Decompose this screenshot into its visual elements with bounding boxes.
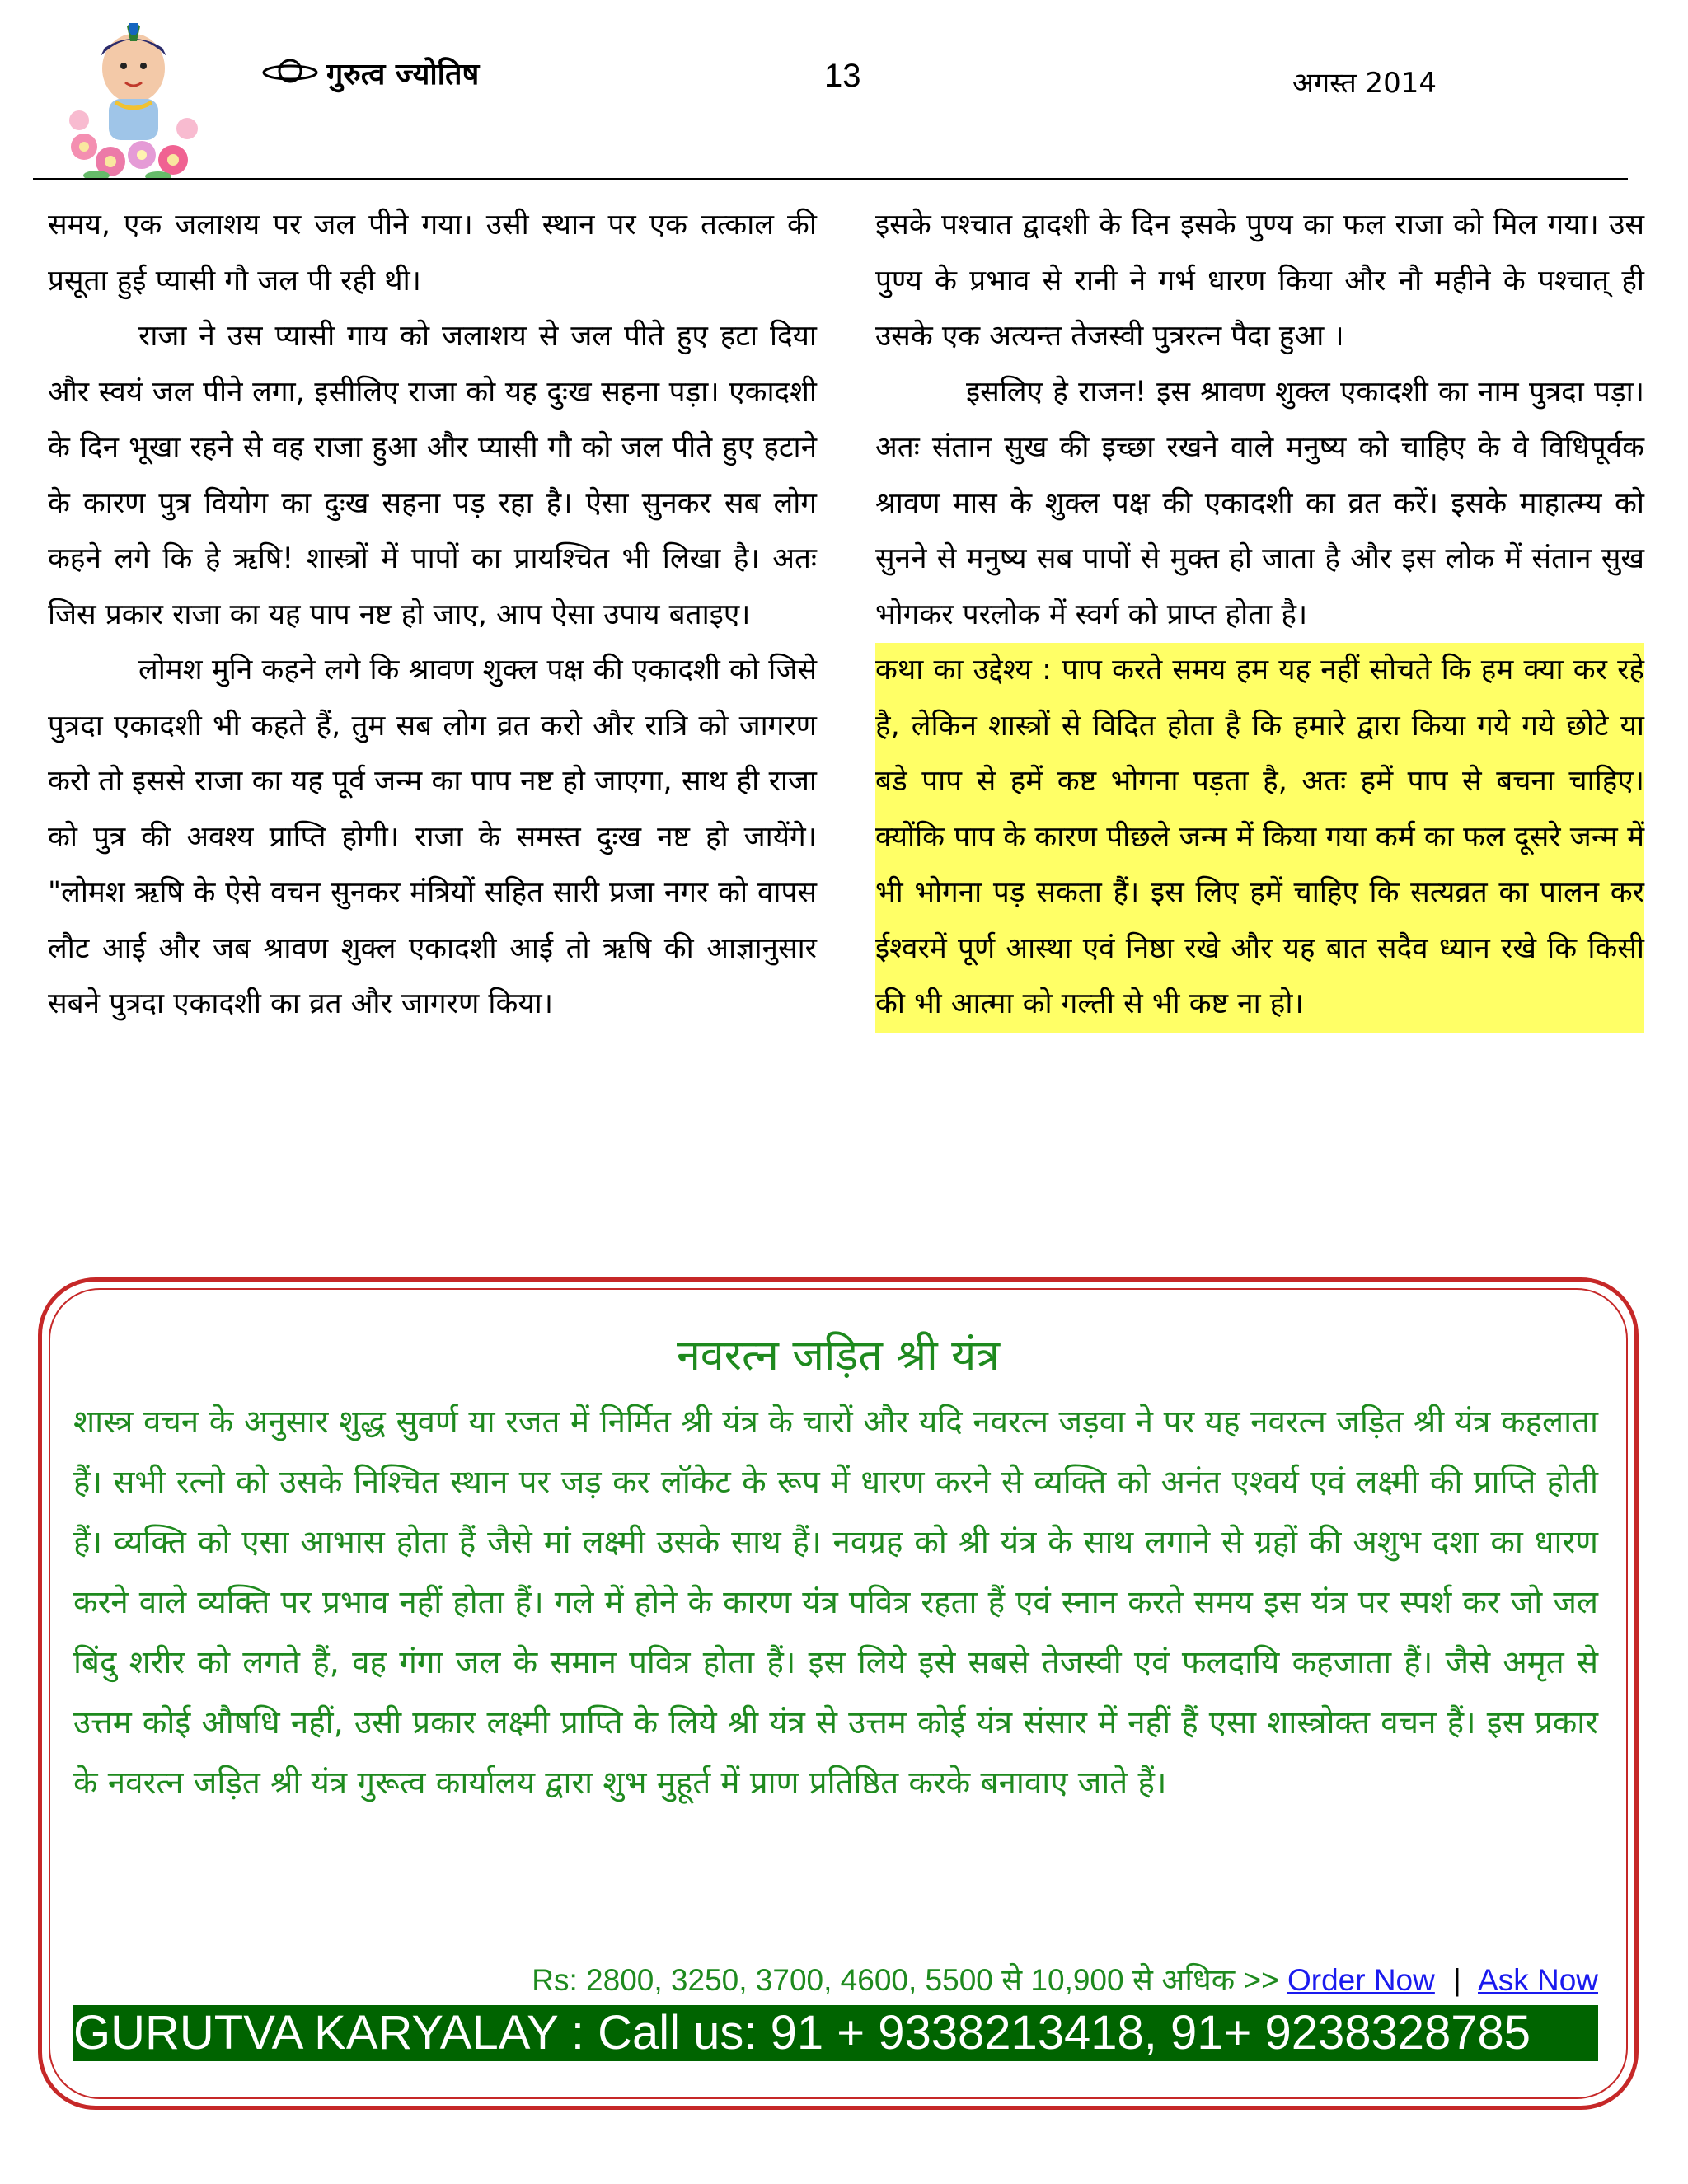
paragraph: समय, एक जलाशय पर जल पीने गया। उसी स्थान पर एक तत्काल की प्रसूता हुई प्यासी गौ जल पी रही थी।: [48, 209, 817, 298]
page-number: 13: [824, 58, 861, 94]
issue-date: अगस्त 2014: [1292, 67, 1437, 100]
paragraph: इसके पश्चात द्वादशी के दिन इसके पुण्य का फल राजा को मिल गया। उस पुण्य के प्रभाव से रानी ने गर्भ धारण किया और नौ महीने के पश्चात् ही उसके एक अत्यन्त तेजस्वी पुत्ररत्न पैदा हुआ ।: [875, 209, 1644, 353]
left-column: [48, 198, 817, 1033]
brand: [262, 48, 479, 97]
promo-paragraph: शास्त्र वचन के अनुसार शुद्ध सुवर्ण या रजत में निर्मित श्री यंत्र के चारों और यदि नवरत्न जड़वा ने पर यह नवरत्न जड़ित श्री यंत्र कहलाता हैं। सभी रत्नो को उसके निश्चित स्थान पर जड़ कर लॉकेट के रूप में धारण करने से व्यक्ति को अनंत एश्वर्य एवं लक्ष्मी की प्राप्ति होती हैं। व्यक्ति को एसा आभास होता हैं जैसे मां लक्ष्मी उसके साथ हैं। नवग्रह को श्री यंत्र के साथ लगाने से ग्रहों की अशुभ दशा का धारण करने वाले व्यक्ति पर प्रभाव नहीं होता हैं। गले में होने के कारण यंत्र पवित्र रहता हैं एवं स्नान करते समय इस यंत्र पर स्पर्श कर जो जल बिंदु शरीर को लगते हैं, वह गंगा जल के समान पवित्र होता हैं। इस लिये इसे सबसे तेजस्वी एवं फलदायि कहजाता हैं। जैसे अमृत से उत्तम कोई औषधि नहीं, उसी प्रकार लक्ष्मी प्राप्ति के लिये श्री यंत्र से उत्तम कोई यंत्र संसार में नहीं हैं एसा शास्त्रोक्त वचन हैं। इस प्रकार के नवरत्न जड़ित श्री यंत्र गुरूत्व कार्यालय द्वारा शुभ मुहूर्त में प्राण प्रतिष्ठित करके बनावाए जाते हैं।: [73, 1404, 1598, 1802]
paragraph: राजा ने उस प्यासी गाय को जलाशय से जल पीते हुए हटा दिया और स्वयं जल पीने लगा, इसीलिए राजा को यह दुःख सहना पड़ा। एकादशी के दिन भूखा रहने से वह राजा हुआ और प्यासी गौ को जल पीते हुए हटाने के कारण पुत्र वियोग का दुःख सहना पड़ रहा है। ऐसा सुनकर सब लोग कहने लगे कि हे ऋषि! शास्त्रों में पापों का प्रायश्चित भी लिखा है। अतः जिस प्रकार राजा का यह पाप नष्ट हो जाए, आप ऐसा उपाय बताइए।: [48, 320, 817, 631]
brand-name: गुरुत्व ज्योतिष: [326, 57, 480, 91]
saturn-planet-icon: [262, 54, 318, 91]
promo-box: [38, 1277, 1639, 2110]
page-header: [0, 0, 1688, 181]
right-column: [875, 198, 1644, 1033]
promo-title: नवरत्न जड़ित श्री यंत्र: [676, 1331, 1001, 1380]
order-now-link[interactable]: Order Now: [1287, 1963, 1435, 1997]
link-separator: |: [1453, 1963, 1461, 1997]
krishna-flowers-icon: [68, 23, 199, 180]
paragraph: लोमश मुनि कहने लगे कि श्रावण शुक्ल पक्ष की एकादशी को जिसे पुत्रदा एकादशी भी कहते हैं, तुम सब लोग व्रत करो और रात्रि को जागरण करो तो इससे राजा का यह पूर्व जन्म का पाप नष्ट हो जाएगा, साथ ही राजा को पुत्र की अवश्य प्राप्ति होगी। राजा के समस्त दुःख नष्ट हो जायेंगे। "लोमश ऋषि के ऐसे वचन सुनकर मंत्रियों सहित सारी प्रजा नगर को वापस लौट आई और जब श्रावण शुक्ल एकादशी आई तो ऋषि की आज्ञानुसार सबने पुत्रदा एकादशी का व्रत और जागरण किया।: [48, 654, 817, 1020]
price-row: [73, 1957, 1598, 1999]
header-divider: [33, 178, 1628, 180]
paragraph: इसलिए हे राजन! इस श्रावण शुक्ल एकादशी का नाम पुत्रदा पड़ा। अतः संतान सुख की इच्छा रखने वाले मनुष्य को चाहिए के वे विधिपूर्वक श्रावण मास के शुक्ल पक्ष की एकादशी का व्रत करें। इसके माहात्म्य को सुनने से मनुष्य सब पापों से मुक्त हो जाता है और इस लोक में संतान सुख भोगकर परलोक में स्वर्ग को प्राप्त होता है।: [875, 375, 1644, 631]
price-text: Rs: 2800, 3250, 3700, 4600, 5500 से 10,900 से अधिक >>: [532, 1963, 1279, 1997]
promo-body: [73, 1392, 1598, 1813]
highlighted-note: कथा का उद्देश्य : पाप करते समय हम यह नहीं सोचते कि हम क्या कर रहे है, लेकिन शास्त्रों से विदित होता है कि हमारे द्वारा किया गये गये छोटे या बडे पाप से हमें कष्ट भोगना पड़ता है, अतः हमें पाप से बचना चाहिए। क्योंकि पाप के कारण पीछले जन्म में किया गया कर्म का फल दूसरे जन्म में भी भोगना पड़ सकता हैं। इस लिए हमें चाहिए कि सत्यव्रत का पालन कर ईश्वरमें पूर्ण आस्था एवं निष्ठा रखे और यह बात सदैव ध्यान रखे कि किसी की भी आत्मा को गल्ती से भी कष्ट ना हो।: [875, 643, 1644, 1033]
ask-now-link[interactable]: Ask Now: [1478, 1963, 1598, 1997]
contact-bar: GURUTVA KARYALAY : Call us: 91 + 9338213418, 91+ 9238328785: [73, 2005, 1598, 2061]
